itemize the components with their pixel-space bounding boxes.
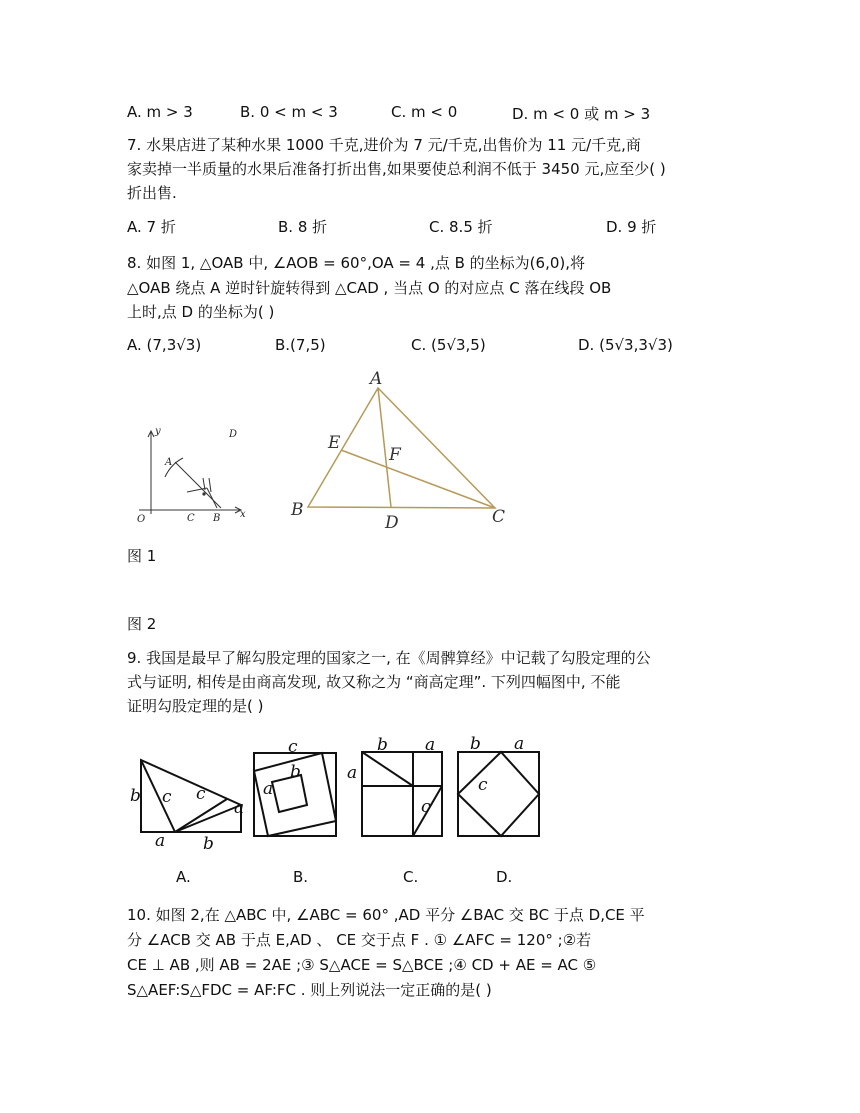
figure-2-triangle [285,368,515,533]
figure-1-caption: 图 1 [127,547,157,565]
q10-line-1: 10. 如图 2,在 △ABC 中, ∠ABC = 60° ,AD 平分 ∠BAC 交 BC 于点 D,CE 平 [127,906,645,924]
q7-option-a: A. 7 折 [127,218,176,236]
q9-figures [127,735,552,853]
q9-line-2: 式与证明, 相传是由商高发现, 故又称之为 “商高定理”. 下列四幅图中, 不能 [127,673,621,691]
q7-line-2: 家卖掉一半质量的水果后准备打折出售,如果要使总利润不低于 3450 元,应至少( ) [127,160,666,178]
q9-figc-label-c: c [421,797,431,817]
q8-option-d: D. (5√3,3√3) [578,336,673,354]
q8-option-c: C. (5√3,5) [411,336,486,354]
q8-line-3: 上时,点 D 的坐标为( ) [127,303,275,321]
q10-line-4: S△AEF:S△FDC = AF:FC . 则上列说法一定正确的是( ) [127,981,492,999]
fig2-label-f: F [389,445,401,465]
q7-option-d: D. 9 折 [606,218,657,236]
q9-figa-label-a2: a [155,831,166,851]
q8-line-2: △OAB 绕点 A 逆时针旋转得到 △CAD , 当点 O 的对应点 C 落在线段 OB [127,279,612,297]
q9-figb-label-b: b [290,762,301,782]
q7-option-c: C. 8.5 折 [429,218,493,236]
q9-figa-label-a1: a [234,798,245,818]
fig1-label-x: x [240,509,246,520]
fig2-label-a: A [370,369,383,389]
q9-figc-label-a: a [425,735,436,755]
fig1-label-b: B [213,513,221,524]
fig1-label-d: D [229,429,238,440]
q9-figd-label-c: c [478,775,488,795]
q9-figd-label-b: b [470,735,481,754]
q9-figure-label-d: D. [496,868,513,886]
q6-option-c: C. m < 0 [391,103,458,121]
q9-figc-label-b: b [377,735,388,755]
q9-figa-label-c1: c [162,787,172,807]
q9-figd-label-a: a [514,735,525,754]
q9-figure-label-b: B. [293,868,309,886]
q9-figc-label-a2: a [347,763,358,783]
q9-figa-label-c2: c [196,784,206,804]
q8-option-b: B.(7,5) [275,336,326,354]
q7-option-b: B. 8 折 [278,218,328,236]
q9-figa-label-b: b [130,786,141,806]
fig1-label-a: A [165,457,173,468]
figure-2-caption: 图 2 [127,615,157,633]
q9-figure-label-c: C. [403,868,419,886]
q6-option-a: A. m > 3 [127,103,193,121]
q8-line-1: 8. 如图 1, △OAB 中, ∠AOB = 60°,OA = 4 ,点 B 的坐标为(6,0),将 [127,254,586,272]
figure-1-coordinate-sketch [125,422,250,527]
q6-option-d: D. m < 0 或 m > 3 [512,105,651,123]
q9-figure-label-a: A. [176,868,191,886]
fig2-label-d: D [385,513,399,533]
fig1-label-y: y [155,426,161,437]
q6-option-b: B. 0 < m < 3 [240,103,338,121]
fig2-label-c: C [492,507,506,527]
fig1-label-c: C [187,513,195,524]
q9-line-3: 证明勾股定理的是( ) [127,697,264,715]
q7-line-3: 折出售. [127,184,177,202]
q9-figb-label-a: a [263,779,274,799]
q9-line-1: 9. 我国是最早了解勾股定理的国家之一, 在《周髀算经》中记载了勾股定理的公 [127,649,651,667]
q9-figb-label-c: c [288,737,298,757]
fig2-label-e: E [328,433,341,453]
q10-line-3: CE ⊥ AB ,则 AB = 2AE ;③ S△ACE = S△BCE ;④ CD + AE = AC ⑤ [127,956,597,974]
q7-line-1: 7. 水果店进了某种水果 1000 千克,进价为 7 元/千克,出售价为 11 元/千克,商 [127,136,641,154]
fig1-label-o: O [137,514,146,525]
q10-line-2: 分 ∠ACB 交 AB 于点 E,AD 、 CE 交于点 F . ① ∠AFC = 120° ;②若 [127,931,592,949]
fig2-label-b: B [291,500,304,520]
q9-figa-label-b2: b [203,834,214,853]
q8-option-a: A. (7,3√3) [127,336,202,354]
